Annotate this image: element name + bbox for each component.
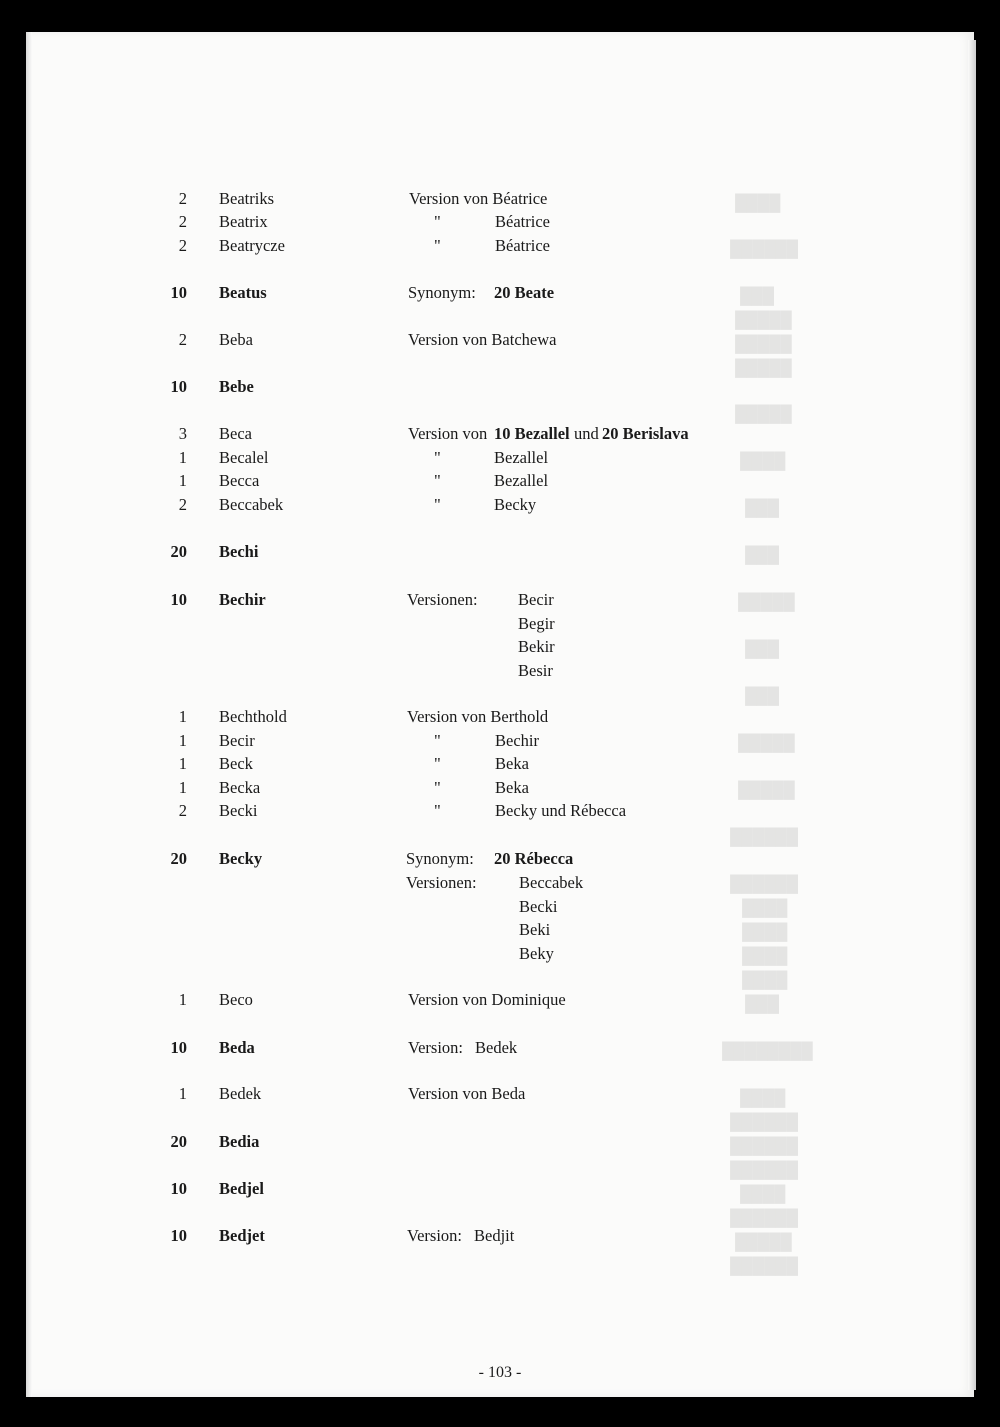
entry-number: 3 (178, 424, 187, 443)
entry-name: Bedjet (219, 1226, 265, 1245)
entry-number: 10 (170, 283, 187, 302)
list-item (0, 895, 1000, 919)
entry-description: und (574, 424, 599, 443)
entry-description: Synonym: (406, 849, 474, 868)
entry-number: 2 (178, 495, 187, 514)
entry-description: Beka (495, 778, 529, 797)
entry-description: Beki (519, 920, 551, 939)
entry-number: 1 (178, 1084, 187, 1103)
entry-number: 1 (178, 448, 187, 467)
list-item (0, 799, 1000, 823)
list-item (0, 635, 1000, 659)
list-item (0, 752, 1000, 776)
entry-description: 20 Berislava (602, 424, 689, 443)
entry-name: Becir (219, 731, 255, 750)
list-item (0, 446, 1000, 470)
entry-description: Becky (494, 495, 537, 514)
entry-description: Version von Batchewa (408, 330, 557, 349)
entry-description: " (434, 731, 441, 750)
list-item (0, 776, 1000, 800)
entry-description: Version: (408, 1038, 463, 1057)
entry-name: Beatrycze (219, 236, 285, 255)
entry-name: Becca (219, 471, 260, 490)
entry-description: Bedjit (474, 1226, 515, 1245)
entry-name: Beco (219, 990, 253, 1009)
entry-number: 2 (178, 212, 187, 231)
list-item (0, 918, 1000, 942)
entry-name: Beda (219, 1038, 255, 1057)
entry-description: Version von Beda (408, 1084, 526, 1103)
list-item (0, 1177, 1000, 1201)
entry-number: 1 (178, 707, 187, 726)
entry-description: Version von (408, 424, 488, 443)
list-item (0, 1224, 1000, 1248)
entry-number: 10 (170, 590, 187, 609)
list-item (0, 281, 1000, 305)
list-item (0, 871, 1000, 895)
entry-number: 2 (178, 189, 187, 208)
entry-name: Beatrix (219, 212, 268, 231)
entry-name: Becalel (219, 448, 269, 467)
entry-description: " (434, 495, 441, 514)
entry-number: 10 (170, 377, 187, 396)
entry-name: Beca (219, 424, 252, 443)
list-item (0, 1036, 1000, 1060)
list-item (0, 847, 1000, 871)
entry-description: Beky (519, 944, 554, 963)
list-item (0, 210, 1000, 234)
entry-description: Synonym: (408, 283, 476, 302)
entry-description: " (434, 801, 441, 820)
entry-description: Version von Dominique (408, 990, 566, 1009)
entry-description: Becky und Rébecca (495, 801, 627, 820)
entry-name: Beba (219, 330, 253, 349)
entry-number: 1 (178, 731, 187, 750)
entry-number: 20 (170, 542, 187, 561)
entry-description: " (434, 471, 441, 490)
list-item (0, 469, 1000, 493)
entry-description: Versionen: (406, 873, 477, 892)
list-item (0, 659, 1000, 683)
entry-number: 10 (170, 1038, 187, 1057)
entry-description: Beka (495, 754, 529, 773)
entry-description: Becir (518, 590, 554, 609)
list-item (0, 493, 1000, 517)
entry-name: Beck (219, 754, 253, 773)
entry-description: " (434, 754, 441, 773)
entry-description: Béatrice (495, 236, 550, 255)
entry-description: " (434, 778, 441, 797)
entry-description: Bekir (518, 637, 555, 656)
entry-name: Bechir (219, 590, 266, 609)
list-item (0, 375, 1000, 399)
entry-name: Bedia (219, 1132, 260, 1151)
entry-number: 1 (178, 471, 187, 490)
entry-name: Beccabek (219, 495, 284, 514)
entry-number: 10 (170, 1226, 187, 1245)
entry-description: Béatrice (495, 212, 550, 231)
entry-description: 10 Bezallel (494, 424, 570, 443)
list-item (0, 328, 1000, 352)
page-number: - 103 - (478, 1364, 522, 1381)
entry-name: Bedek (219, 1084, 262, 1103)
entry-description: " (434, 212, 441, 231)
entry-description: Versionen: (407, 590, 478, 609)
list-item (0, 1082, 1000, 1106)
list-item (0, 422, 1000, 446)
entry-number: 2 (178, 236, 187, 255)
list-item (0, 988, 1000, 1012)
entry-name: Bechi (219, 542, 259, 561)
entry-number: 10 (170, 1179, 187, 1198)
entry-name: Bechthold (219, 707, 287, 726)
entry-description: Bechir (495, 731, 539, 750)
entry-description: Version: (407, 1226, 462, 1245)
entry-description: Besir (518, 661, 553, 680)
entry-name: Beatus (219, 283, 267, 302)
entry-description: 20 Rébecca (494, 849, 574, 868)
entry-description: Becki (519, 897, 558, 916)
list-item (0, 234, 1000, 258)
entry-description: Bezallel (494, 471, 549, 490)
entry-name: Bebe (219, 377, 254, 396)
entry-description: " (434, 236, 441, 255)
entry-description: " (434, 448, 441, 467)
entry-name: Beatriks (219, 189, 274, 208)
entry-name: Becka (219, 778, 261, 797)
entry-number: 2 (178, 330, 187, 349)
list-item (0, 729, 1000, 753)
entry-name: Bedjel (219, 1179, 264, 1198)
list-item (0, 612, 1000, 636)
entry-description: Bedek (475, 1038, 518, 1057)
entry-description: Version von Béatrice (409, 189, 548, 208)
entry-description: Begir (518, 614, 555, 633)
entry-number: 20 (170, 849, 187, 868)
list-item (0, 942, 1000, 966)
entry-number: 20 (170, 1132, 187, 1151)
list-item (0, 1130, 1000, 1154)
entry-number: 2 (178, 801, 187, 820)
entry-description: Version von Berthold (407, 707, 549, 726)
entry-number: 1 (178, 754, 187, 773)
list-item (0, 588, 1000, 612)
list-item (0, 705, 1000, 729)
entry-description: 20 Beate (494, 283, 555, 302)
entry-name: Becky (219, 849, 263, 868)
entry-number: 1 (178, 778, 187, 797)
entry-description: Beccabek (519, 873, 584, 892)
list-item (0, 540, 1000, 564)
entry-number: 1 (178, 990, 187, 1009)
entry-description: Bezallel (494, 448, 549, 467)
list-item (0, 187, 1000, 211)
entry-name: Becki (219, 801, 258, 820)
